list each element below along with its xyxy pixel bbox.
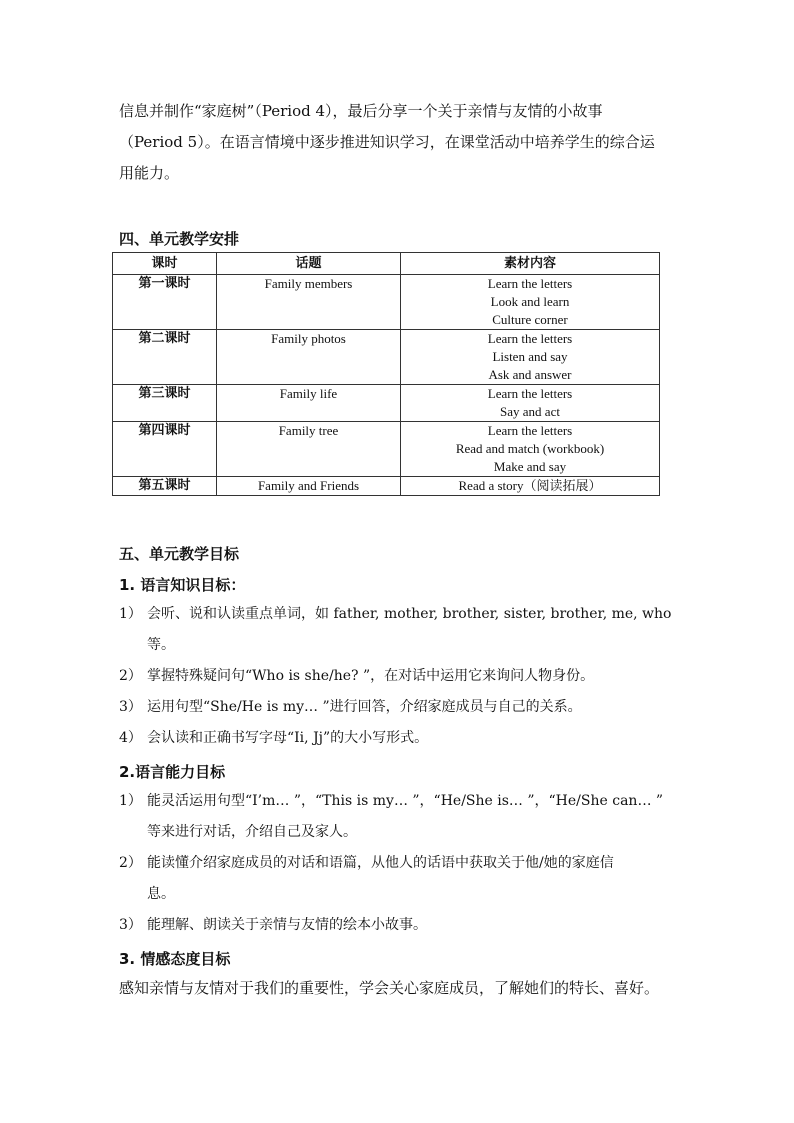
row-topic: Family tree [217, 422, 401, 477]
row-topic: Family members [217, 275, 401, 330]
row-period: 第五课时 [113, 477, 217, 496]
material-item: Read and match (workbook) [455, 441, 605, 456]
row-period: 第一课时 [113, 275, 217, 330]
intro-paragraph [119, 96, 679, 189]
schedule-table [112, 252, 660, 496]
row-period: 第二课时 [113, 330, 217, 385]
list-text: 运用句型“She/He is my… ”进行回答，介绍家庭成员与自己的关系。 [147, 699, 582, 715]
list-number: 1） [119, 793, 142, 809]
row-topic: Family photos [217, 330, 401, 385]
header-topic: 话题 [217, 253, 401, 275]
material-item: Look and learn [490, 294, 570, 309]
list-text: 会听、说和认读重点单词，如 father, mother, brother, sister, brother, me, who [147, 606, 672, 622]
row-materials [401, 275, 660, 330]
section-4-title: 四、单元教学安排 [119, 230, 240, 248]
material-item: Read a story（阅读拓展） [458, 478, 602, 493]
material-item: Learn the letters [487, 423, 573, 438]
list-number: 3） [119, 699, 142, 715]
emotion-goal-text: 感知亲情与友情对于我们的重要性，学会关心家庭成员，了解她们的特长、喜好。 [119, 979, 660, 997]
list-text: 能灵活运用句型“I’m… ”，“This is my… ”，“He/She is… ”，“He/She can… ” [147, 793, 664, 809]
material-item: Ask and answer [488, 367, 572, 382]
list-number: 4） [119, 730, 142, 746]
list-text: 等来进行对话，介绍自己及家人。 [147, 824, 357, 840]
table-row [113, 385, 660, 422]
list-number: 3） [119, 917, 142, 933]
table-row [113, 477, 660, 496]
list-text: 会认读和正确书写字母“Ii, Jj”的大小写形式。 [147, 730, 429, 746]
material-item: Say and act [500, 404, 560, 419]
material-item: Learn the letters [487, 331, 573, 346]
list-text: 等。 [147, 637, 175, 653]
list-number: 2） [119, 855, 142, 871]
list-number: 1） [119, 606, 142, 622]
row-topic: Family and Friends [217, 477, 401, 496]
section-5-title: 五、单元教学目标 [119, 545, 240, 563]
list-text: 掌握特殊疑问句“Who is she/he? ”，在对话中运用它来询问人物身份。 [147, 668, 595, 684]
table-header-row [113, 253, 660, 275]
list-text: 能理解、朗读关于亲情与友情的绘本小故事。 [147, 917, 427, 933]
list-number: 2） [119, 668, 142, 684]
table-row [113, 422, 660, 477]
row-period: 第三课时 [113, 385, 217, 422]
row-materials [401, 477, 660, 496]
material-item: Learn the letters [487, 386, 573, 401]
material-item: Learn the letters [487, 276, 573, 291]
row-materials [401, 422, 660, 477]
material-item: Listen and say [492, 349, 568, 364]
table-row [113, 330, 660, 385]
row-period: 第四课时 [113, 422, 217, 477]
row-materials [401, 385, 660, 422]
list-text: 息。 [147, 886, 175, 902]
intro-line: （Period 5）。在语言情境中逐步推进知识学习，在课堂活动中培养学生的综合运 [119, 133, 655, 151]
material-item: Culture corner [492, 312, 568, 327]
intro-line: 信息并制作“家庭树”（Period 4），最后分享一个关于亲情与友情的小故事 [119, 102, 603, 120]
table-row [113, 275, 660, 330]
intro-line: 用能力。 [119, 164, 180, 182]
subsection-1-title: 1. 语言知识目标： [119, 576, 246, 594]
subsection-3-title: 3. 情感态度目标 [119, 950, 231, 968]
subsection-2-title: 2.语言能力目标 [119, 763, 226, 781]
row-topic: Family life [217, 385, 401, 422]
header-period: 课时 [113, 253, 217, 275]
list-text: 能读懂介绍家庭成员的对话和语篇，从他人的话语中获取关于他/她的家庭信 [147, 855, 614, 871]
material-item: Make and say [493, 459, 567, 474]
row-materials [401, 330, 660, 385]
header-materials: 素材内容 [401, 253, 660, 275]
